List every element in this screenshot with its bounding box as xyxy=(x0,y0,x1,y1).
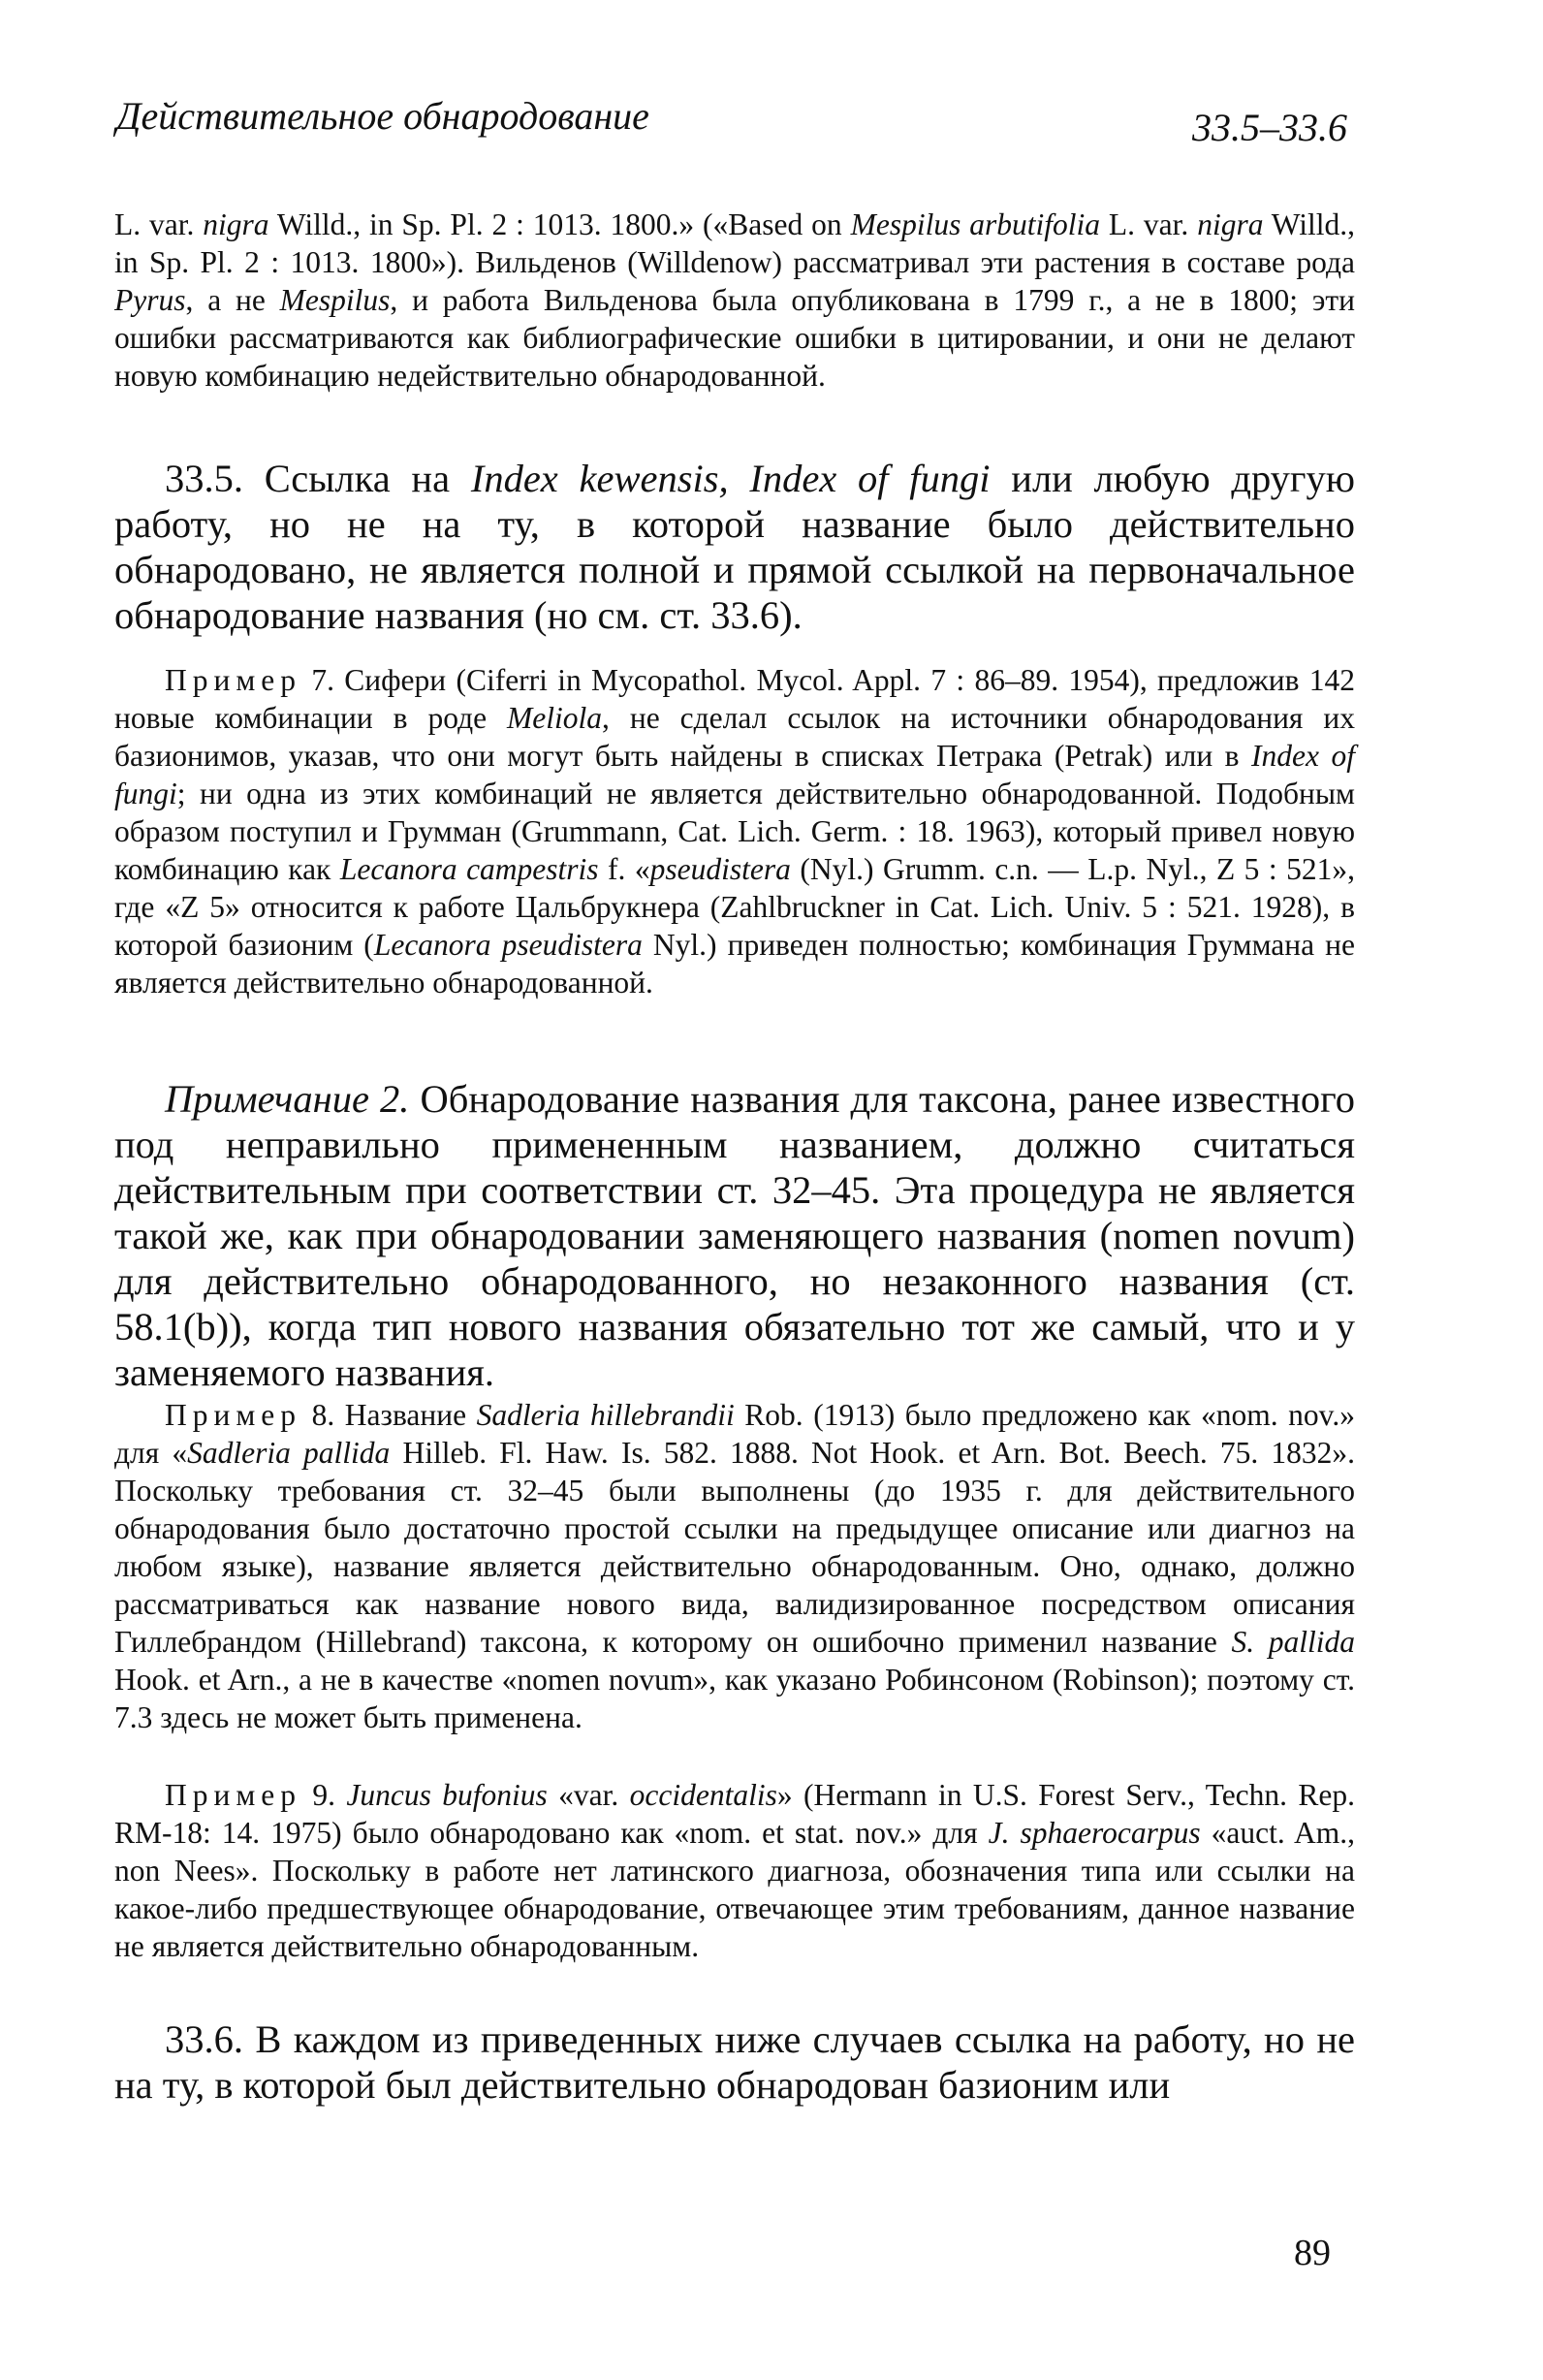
article-33-5: 33.5. Ссылка на Index kewensis, Index of fungi или любую другую работу, но не на ту, в которой название было действительно обнародовано, не является полной и прямой ссылкой на первоначальное обнародование названия (но см. ст. 33.6). xyxy=(114,457,1356,637)
page-number: 89 xyxy=(1294,2233,1331,2273)
example-label: Пример xyxy=(165,663,302,697)
running-title: Действительное обнародование xyxy=(116,94,649,138)
note-2: Примечание 2. Обнародование названия для таксона, ранее известного под неправильно примененным названием, должно считаться действительным при соответствии ст. 32–45. Эта процедура не является такой же, как при обнародовании заменяющего названия (nomen novum) для действительно обнародованного, но незаконного названия (ст. 58.1(b)), когда тип нового названия обязательно тот же самый, что и у заменяемого названия. xyxy=(114,1077,1356,1394)
article-33-6: 33.6. В каждом из приведенных ниже случаев ссылка на работу, но не на ту, в которой был действительно обнародован базионим или xyxy=(114,2017,1355,2107)
example-7: Пример 7. Сифери (Ciferri in Mycopathol. Mycol. Appl. 7 : 86–89. 1954), предложив 142 новые комбинации в роде Meliola, не сделал ссылок на источники обнародования их базионимов, указав, что они могут быть найдены в списках Петрака (Petrak) или в Index of fungi; ни одна из этих комбинаций не является действительно обнародованной. Подобным образом поступил и Грумман (Grummann, Cat. Lich. Germ. : 18. 1963), который привел новую комбинацию как Lecanora campestris f. «pseudistera (Nyl.) Grumm. c.n. — L.p. Nyl., Z 5 : 521», где «Z 5» относится к работе Цальбрукнера (Zahlbruckner in Cat. Lich. Univ. 5 : 521. 1928), в которой базионим (Lecanora pseudistera Nyl.) приведен полностью; комбинация Груммана не является действительно обнародованной. xyxy=(114,663,1356,1000)
example-label: Пример xyxy=(165,1398,302,1432)
note-label: Примечание 2. xyxy=(165,1077,410,1121)
example-8: Пример 8. Название Sadleria hillebrandii Rob. (1913) было предложено как «nom. nov.» для «Sadleria pallida Hilleb. Fl. Haw. Is. 582. 1888. Not Hook. et Arn. Bot. Beech. 75. 1832». Поскольку требования ст. 32–45 были выполнены (до 1935 г. для действительного обнародования было достаточно простой ссылки на предыдущее описание или диагноз на любом языке), название является действительно обнародованным. Оно, однако, должно рассматриваться как название нового вида, валидизированное посредством описания Гиллебрандом (Hillebrand) таксона, к которому он ошибочно применил название S. pallida Hook. et Arn., а не в качестве «nomen novum», как указано Робинсоном (Robinson); поэтому ст. 7.3 здесь не может быть применена. xyxy=(114,1398,1356,1734)
example-9: Пример 9. Juncus bufonius «var. occidentalis» (Hermann in U.S. Forest Serv., Techn. Rep. RM-18: 14. 1975) было обнародовано как «nom. et stat. nov.» для J. sphaerocarpus «auct. Am., non Nees». Поскольку в работе нет латинского диагноза, обозначения типа или ссылки на какое-либо предшествующее обнародование, отвечающее этим требованиям, данное название не является действительно обнародованным. xyxy=(114,1778,1356,1963)
example-label: Пример xyxy=(165,1778,302,1812)
paragraph-continuation: L. var. nigra Willd., in Sp. Pl. 2 : 1013. 1800.» («Based on Mespilus arbutifolia L. var. nigra Willd., in Sp. Pl. 2 : 1013. 1800»). Вильденов (Willdenow) рассматривал эти растения в составе рода Pyrus, а не Mespilus, и работа Вильденова была опубликована в 1799 г., а не в 1800; эти ошибки рассматриваются как библиографические ошибки в цитировании, и они не делают новую комбинацию недействительно обнародованной. xyxy=(114,207,1356,393)
section-range: 33.5–33.6 xyxy=(1192,106,1347,149)
